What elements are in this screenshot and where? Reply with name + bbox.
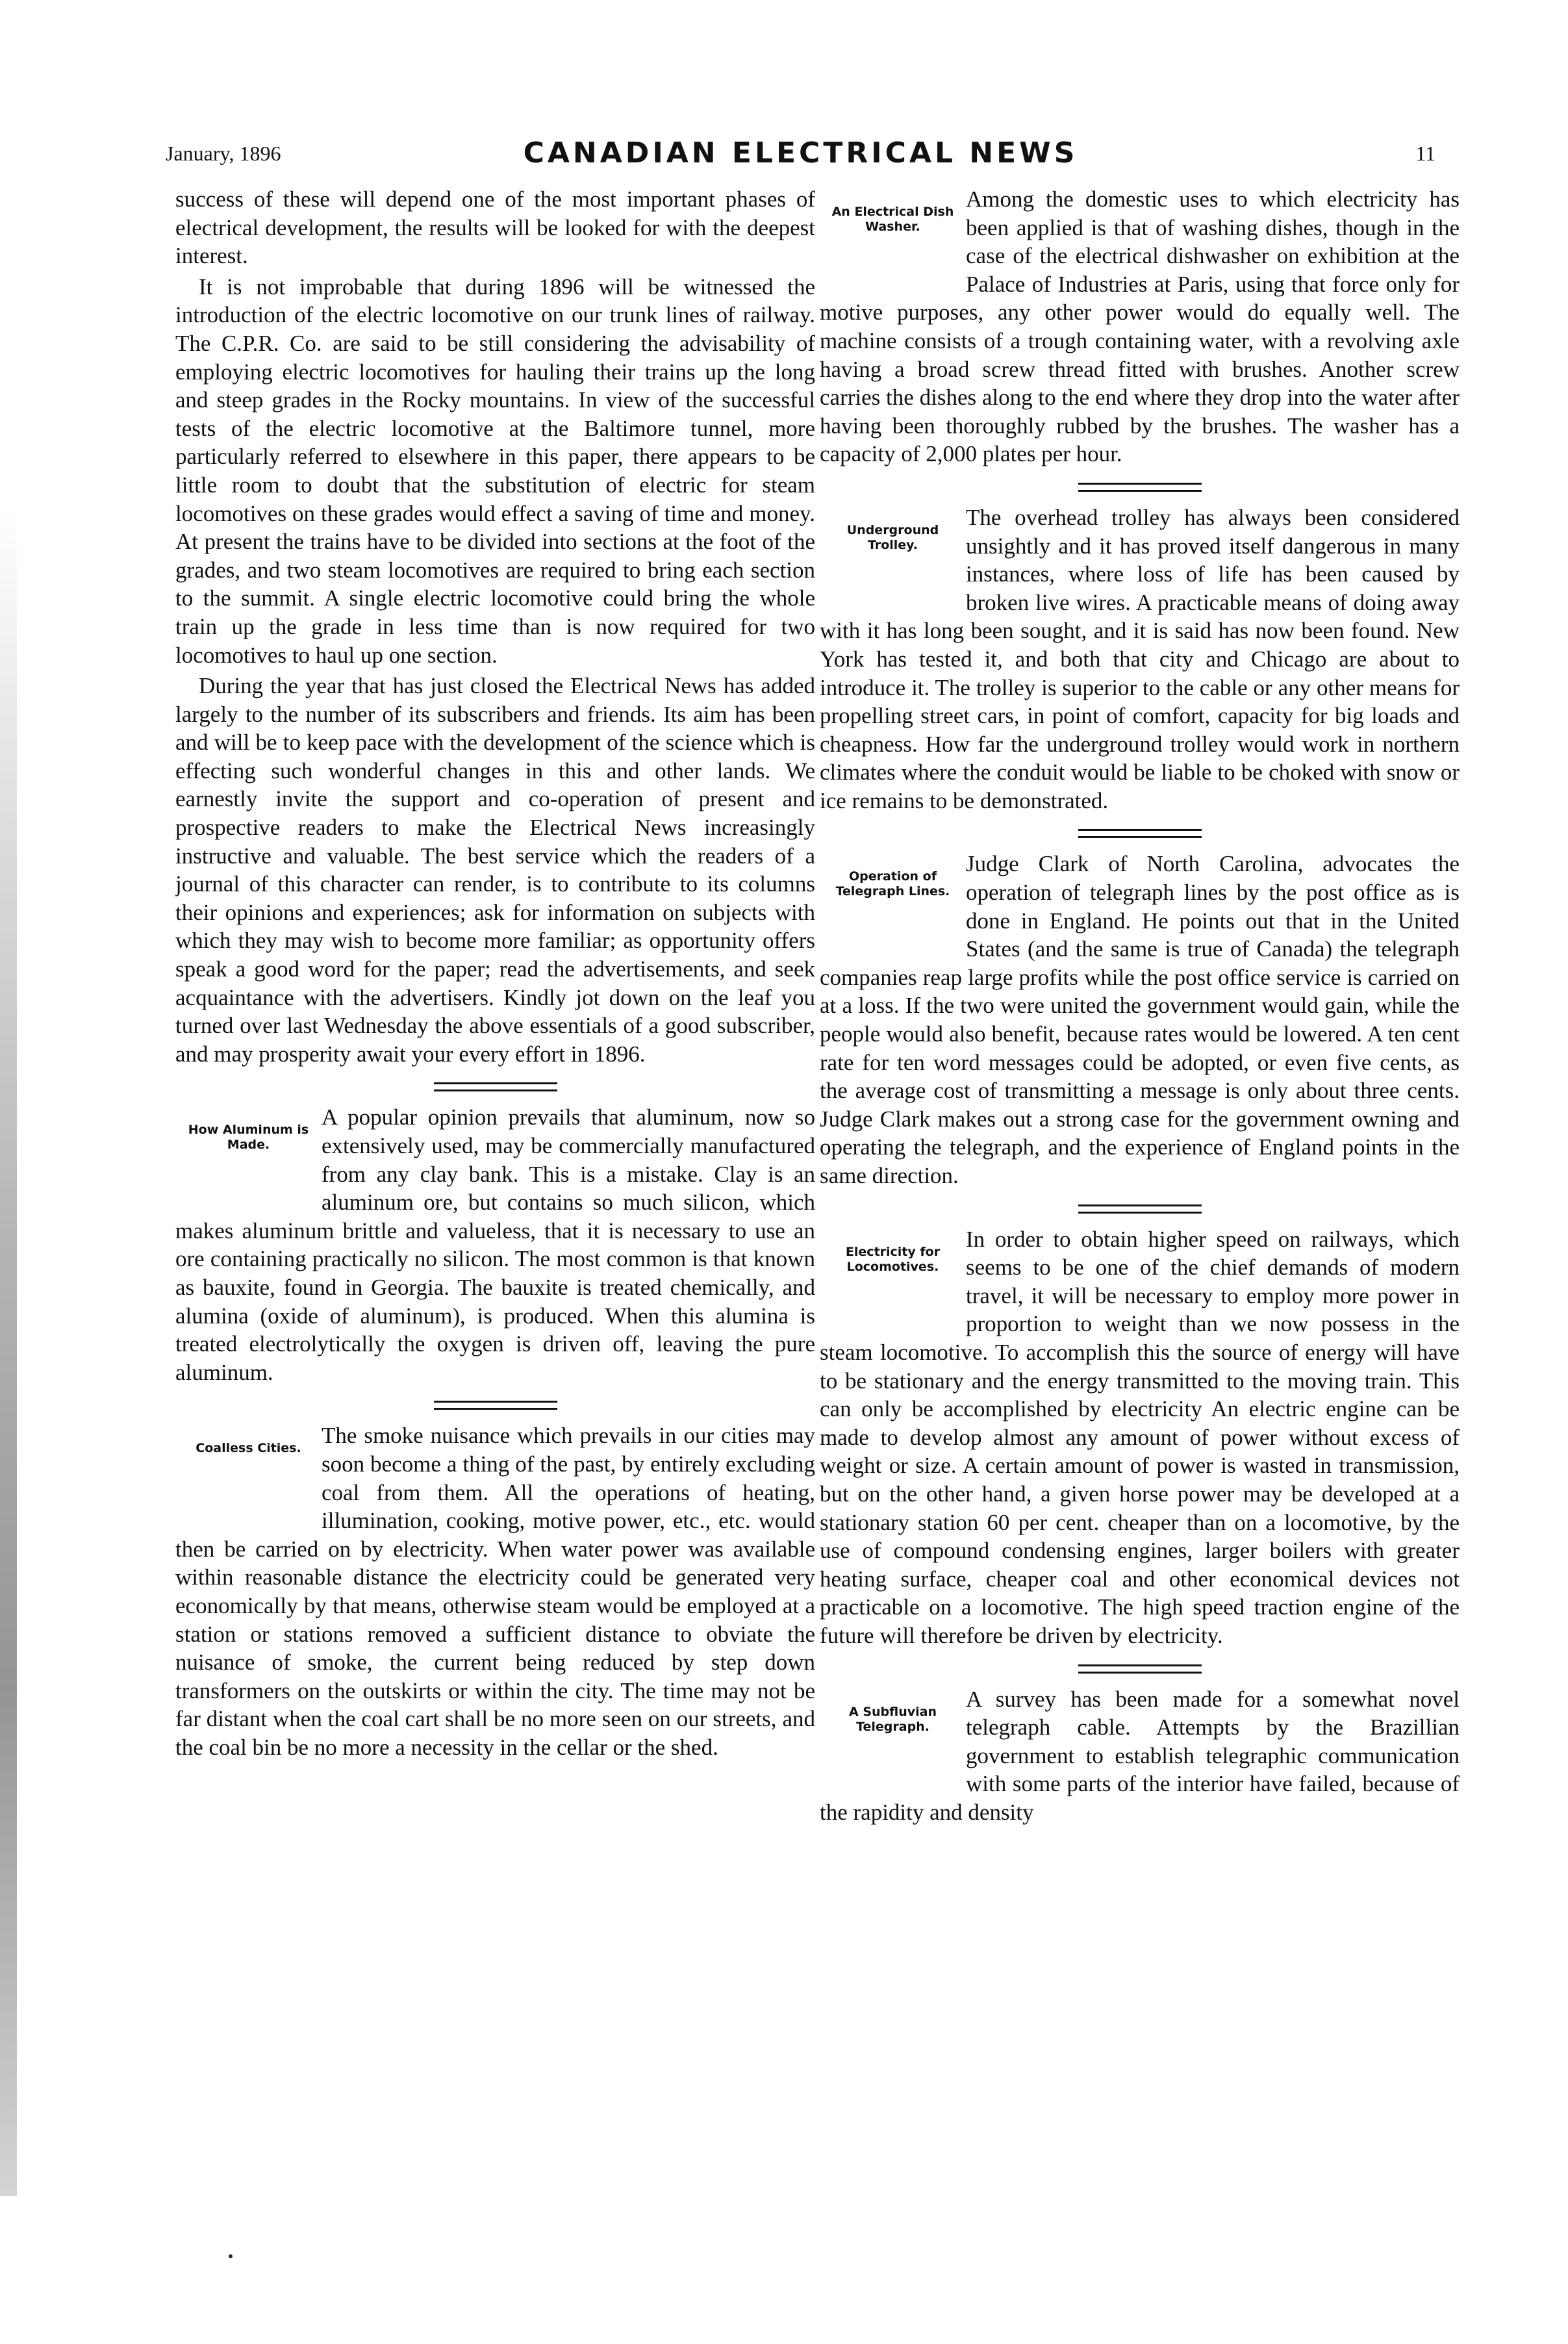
article-text: A popular opinion prevails that aluminum, now so extensively used, may be commercially manufactured from any clay bank. This is a mistake. Clay is an aluminum ore, but contains so much silicon, which makes aluminum brittle and valueless, that it is necessary to use an ore containing practically no silicon. The most common is that known as bauxite, found in Georgia. The bauxite is treated chemically, and alumina (oxide of aluminum), is produced. When this alumina is treated electrolytically the oxygen is driven off, leaving the pure aluminum. [175,1104,815,1385]
article-text: In order to obtain higher speed on railways, which seems to be one of the chief demands of modern travel, it will be necessary to employ more power in proportion to weight than we now possess in the steam locomotive. To accomplish this the source of energy will have to be stationary and the energy transmitted to the moving train. This can only be accomplished by electricity An electric engine can be made to develop almost any amount of power without excess of weight or size. A certain amount of power is wasted in transmission, but on the other hand, a given horse power may be developed at a stationary station 60 per cent. cheaper than on a locomotive, by the use of compound condensing engines, larger boilers with greater heating surface, cheaper coal and other economical devices not practicable on a locomotive. The high speed traction engine of the future will therefore be driven by electricity. [820,1226,1460,1648]
publication-title: CANADIAN ELECTRICAL NEWS [523,136,1078,170]
section-divider [1078,829,1202,831]
article-underground-trolley [820,503,1460,815]
article-text: The smoke nuisance which prevails in our cities may soon become a thing of the past, by entirely excluding coal from them. All the operations of heating, illumination, cooking, motive power, etc., etc. would then be carried on by electricity. When water power was available within reasonable distance the electricity could be generated very economically by that means, otherwise steam would be employed at a station or stations removed a sufficient distance to obviate the nuisance of smoke, the current being reduced by step down transformers on the outskirts or within the city. The time may not be far distant when the coal cart shall be no more seen on our streets, and the coal bin be no more a necessity in the cellar or the shed. [175,1423,815,1760]
section-divider [434,1082,557,1084]
article-text: Among the domestic uses to which electricity has been applied is that of washing dishes, though in the case of the electrical dishwasher on exhibition at the Palace of Industries at Paris, using that force only for motive purposes, any other power would do equally well. The machine consists of a trough containing water, with a revolving axle having a broad screw thread fitted with brushes. Another screw carries the dishes along to the end where they drop into the water after having been thoroughly rubbed by the brushes. The washer has a capacity of 2,000 plates per hour. [820,186,1460,467]
right-column [820,185,1460,2284]
article-coalless-cities [175,1421,815,1761]
sidenote-underground-trolley: Underground Trolley. [846,522,939,552]
article-electric-locomotives [820,1225,1460,1650]
sidenote-electric-locomotives: Electricity for Locomotives. [845,1244,941,1274]
ink-speck [229,2254,233,2258]
paragraph-continued: success of these will depend one of the most important phases of electrical development, the results will be looked for with the deepest interest. [175,186,815,269]
article-text: The overhead trolley has always been considered unsightly and it has proved itself dangerous in many instances, where loss of life has been caused by broken live wires. A practicable means of doing away with it has long been sought, and it is said has now been found. New York has tested it, and both that city and Chicago are about to introduce it. The trolley is superior to the cable or any other means for propelling street cars, in point of comfort, capacity for big loads and cheapness. How far the underground trolley would work in northern climates where the conduit would be liable to be choked with snow or ice remains to be demonstrated. [820,504,1460,813]
sidenote-subfluvian-telegraph: A Subfluvian Telegraph. [849,1704,937,1734]
paragraph-subscribers: During the year that has just closed the Electrical News has added largely to the number of its subscribers and friends. Its aim has been and will be to keep pace with the development of the science which is effecting such wonderful changes in this and other lands. We earnestly invite the support and co-operation of present and prospective readers to make the Electrical News increasingly instructive and valuable. The best service which the readers of a journal of this character can render, is to contribute to its columns their opinions and experiences; ask for information on subjects with which they may wish to become more familiar; as opportunity offers speak a good word for the paper; read the advertisements, and seek acquaintance with the advertisers. Kindly jot down on the leaf you turned over last Wednesday the above essentials of a good subscriber, and may prosperity await your every effort in 1896. [175,673,815,1067]
page-edge-shadow [0,507,17,2196]
section-divider [434,1408,557,1410]
sidenote-coalless-cities: Coalless Cities. [196,1441,301,1456]
article-aluminum [175,1103,815,1386]
page-number: 11 [1415,142,1435,165]
sidenote-aluminum: How Aluminum is Made. [188,1123,309,1153]
section-divider [1078,1664,1202,1666]
section-divider [1078,1672,1202,1674]
article-text: Judge Clark of North Carolina, advocates the operation of telegraph lines by the post office as is done in England. He points out that in the United States (and the same is true of Canada) the telegraph companies reap large profits while the post office service is carried on at a loss. If the two were united the government would gain, while the people would also benefit, because rates would be lowered. A ten cent rate for ten word messages could be adopted, or even five cents, as the average cost of transmitting a message is only about three cents. Judge Clark makes out a strong case for the government owning and operating the telegraph, and the experience of England points in the same direction. [820,851,1460,1188]
paragraph-electric-locomotive: It is not improbable that during 1896 will be witnessed the introduction of the electric locomotive on our trunk lines of railway. The C.P.R. Co. are said to be still considering the advisability of employing electric locomotives for hauling their trains up the long and steep grades in the Rocky mountains. In view of the successful tests of the electric locomotive at the Baltimore tunnel, more particularly referred to elsewhere in this paper, there appears to be little room to doubt that the substitution of electric for steam locomotives on these grades would effect a saving of time and money. At present the trains have to be divided into sections at the foot of the grades, and two steam locomotives are required to bring each section to the summit. A single electric locomotive could bring the whole train up the grade in less time than is now required for two locomotives to haul up one section. [175,274,815,668]
left-column [175,185,815,2284]
section-divider [1078,483,1202,485]
page-header [166,136,1435,182]
article-telegraph-lines [820,850,1460,1190]
sidenote-dish-washer: An Electrical Dish Washer. [831,205,954,234]
section-divider [434,1089,557,1091]
issue-date: January, 1896 [166,142,281,165]
article-subfluvian-telegraph [820,1685,1460,1827]
section-divider [1078,490,1202,492]
sidenote-telegraph-lines: Operation of Telegraph Lines. [835,869,950,899]
article-dish-washer [820,185,1460,468]
section-divider [1078,1212,1202,1214]
section-divider [1078,1204,1202,1206]
section-divider [1078,836,1202,838]
section-divider [434,1401,557,1403]
article-text: A survey has been made for a somewhat novel telegraph cable. Attempts by the Brazillian government to establish telegraphic communication with some parts of the interior have failed, because of the rapidity and density [820,1686,1460,1825]
